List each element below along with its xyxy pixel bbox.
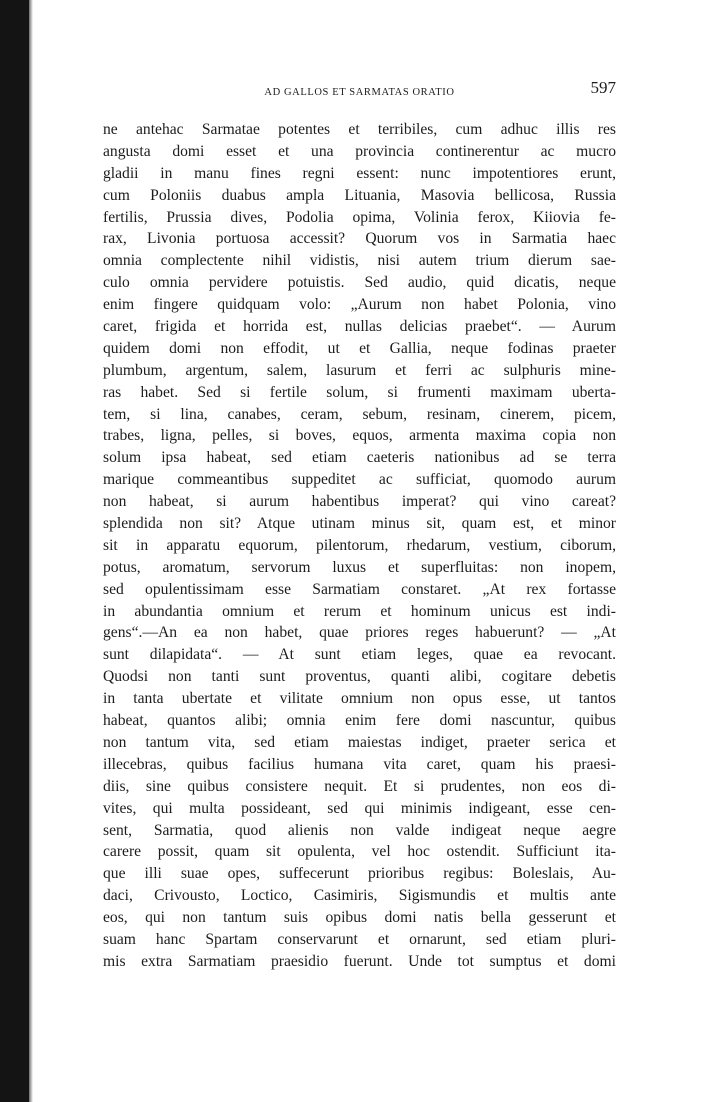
text-line: que illi suae opes, suffecerunt prioribus regibus: Boleslais, Au- (103, 865, 616, 883)
text-line: trabes, ligna, pelles, si boves, equos, armenta maxima copia non (103, 427, 616, 445)
page-header (103, 78, 616, 106)
body-text (103, 119, 616, 973)
text-line: potus, aromatum, servorum luxus et superfluitas: non inopem, (103, 558, 616, 576)
text-line: ras habet. Sed si fertile solum, si frumenti maximam uberta- (103, 383, 616, 401)
text-line: non tantum vita, sed etiam maiestas indiget, praeter serica et (103, 733, 616, 751)
text-line: eos, qui non tantum suis opibus domi natis bella gesserunt et (103, 909, 616, 927)
text-line: non habeat, si aurum habentibus imperat? qui vino careat? (103, 493, 616, 511)
text-line: splendida non sit? Atque utinam minus sit, quam est, et minor (103, 515, 616, 533)
page-number: 597 (590, 78, 616, 97)
text-line: gens“.—An ea non habet, quae priores reges habuerunt? — „At (103, 624, 616, 642)
text-line: fertilis, Prussia dives, Podolia opima, Volinia ferox, Kiiovia fe- (103, 208, 616, 226)
text-line: plumbum, argentum, salem, lasurum et ferri ac sulphuris mine- (103, 361, 616, 379)
book-spine-shadow (0, 0, 29, 1102)
text-line: solum ipsa habeat, sed etiam caeteris nationibus ad se terra (103, 449, 616, 467)
text-line: cum Poloniis duabus ampla Lituania, Masovia bellicosa, Russia (103, 186, 616, 204)
text-line: rax, Livonia portuosa accessit? Quorum vos in Sarmatia haec (103, 230, 616, 248)
spine-edge-gradient (29, 0, 33, 1102)
text-line: quidem domi non effodit, ut et Gallia, neque fodinas praeter (103, 339, 616, 357)
text-line: in abundantia omnium et rerum et hominum unicus est indi- (103, 602, 616, 620)
text-line: omnia complectente nihil vidistis, nisi autem trium dierum sae- (103, 252, 616, 270)
text-line: suam hanc Spartam conservarunt et ornarunt, sed etiam pluri- (103, 930, 616, 948)
text-line: sit in apparatu equorum, pilentorum, rhedarum, vestium, ciborum, (103, 536, 616, 554)
text-line: vites, qui multa possideant, sed qui minimis indigeant, esse cen- (103, 799, 616, 817)
text-line: angusta domi esset et una provincia continerentur ac mucro (103, 142, 616, 160)
text-line: in tanta ubertate et vilitate omnium non opus esse, ut tantos (103, 690, 616, 708)
text-line: carere possit, quam sit opulenta, vel hoc ostendit. Sufficiunt ita- (103, 843, 616, 861)
text-line: ne antehac Sarmatae potentes et terribiles, cum adhuc illis res (103, 121, 616, 138)
text-line: enim fingere quidquam volo: „Aurum non habet Polonia, vino (103, 296, 616, 314)
text-line: daci, Crivousto, Loctico, Casimiris, Sigismundis et multis ante (103, 887, 616, 905)
text-line: habeat, quantos alibi; omnia enim fere domi nascuntur, quibus (103, 712, 616, 730)
text-line: caret, frigida et horrida est, nullas delicias praebet“. — Aurum (103, 318, 616, 336)
text-line: illecebras, quibus facilius humana vita caret, quam his praesi- (103, 755, 616, 773)
text-line: sent, Sarmatia, quod alienis non valde indigeat neque aegre (103, 821, 616, 839)
text-line: sunt dilapidata“. — At sunt etiam leges, quae ea revocant. (103, 646, 616, 664)
text-line: gladii in manu fines regni essent: nunc impotentiores erunt, (103, 164, 616, 182)
text-line: Quodsi non tanti sunt proventus, quanti alibi, cogitare debetis (103, 668, 616, 686)
text-line: sed opulentissimam esse Sarmatiam constaret. „At rex fortasse (103, 580, 616, 598)
text-line: tem, si lina, canabes, ceram, sebum, resinam, cinerem, picem, (103, 405, 616, 423)
text-line: diis, sine quibus consistere nequit. Et si prudentes, non eos di- (103, 777, 616, 795)
text-line: mis extra Sarmatiam praesidio fuerunt. Unde tot sumptus et domi (103, 952, 616, 970)
text-line: marique commeantibus suppeditet ac sufficiat, quomodo aurum (103, 471, 616, 489)
running-head: AD GALLOS ET SARMATAS ORATIO (264, 87, 455, 98)
text-line: culo omnia pervidere potuistis. Sed audio, quid dicatis, neque (103, 274, 616, 292)
